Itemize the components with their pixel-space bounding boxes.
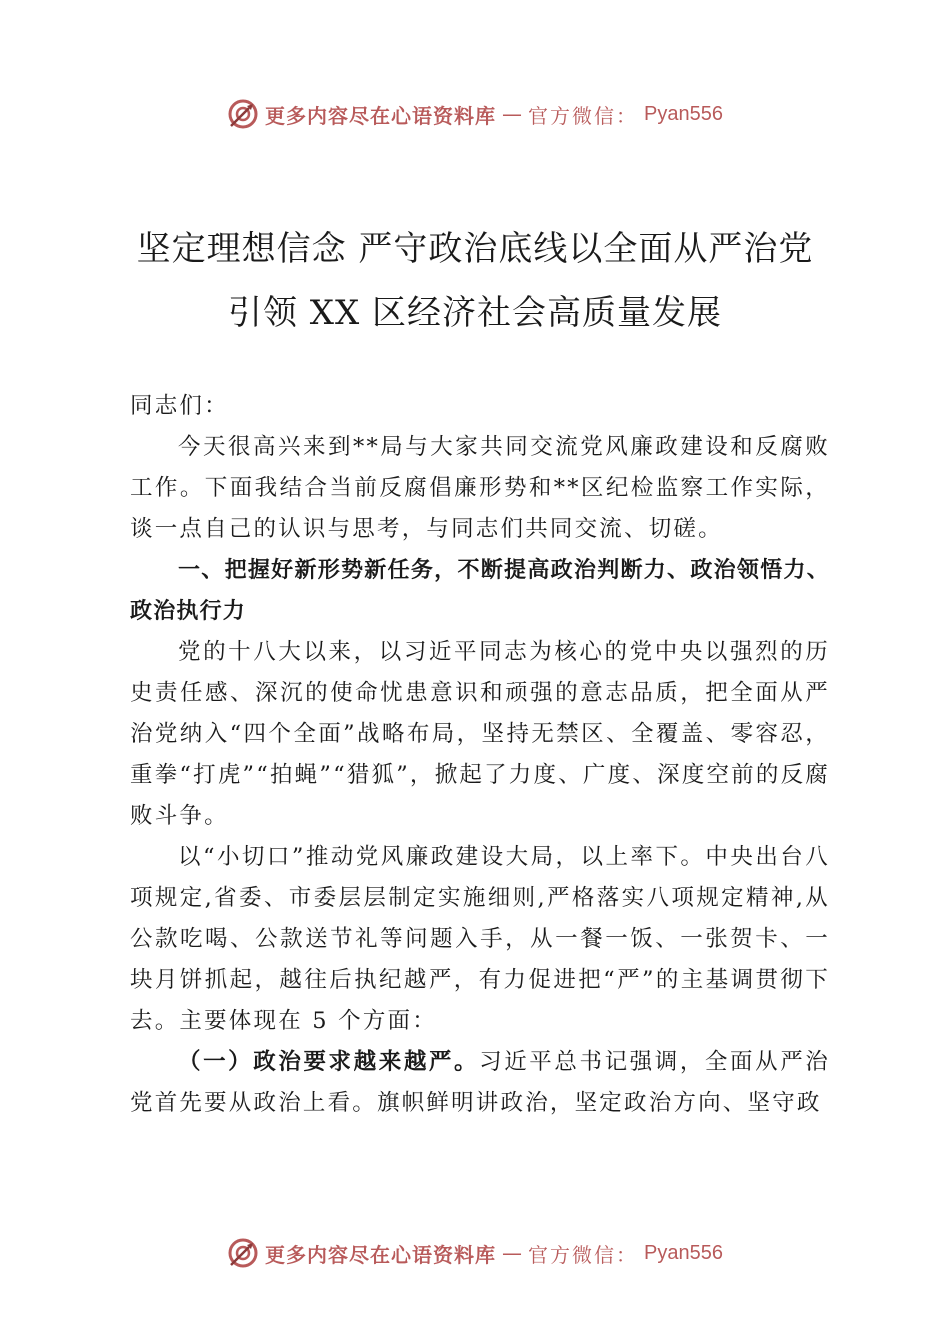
banner-separator: — [502, 1241, 523, 1265]
document-body [130, 386, 830, 1124]
paragraph [130, 1042, 830, 1124]
banner-separator: — [502, 102, 523, 126]
footer-banner [0, 1233, 950, 1273]
banner-site-name: 更多内容尽在心语资料库 [265, 103, 497, 128]
banner-wechat-id: Pyan556 [644, 1241, 723, 1264]
document-title-line1: 坚定理想信念 严守政治底线以全面从严治党 [136, 229, 814, 269]
logo-icon [227, 1237, 259, 1269]
paragraph: 以“小切口”推动党风廉政建设大局，以上率下。中央出台八项规定,省委、市委层层制定实施细则,严格落实八项规定精神,从公款吃喝、公款送节礼等问题入手，从一餐一饭、一张贺卡、一块月饼抓起，越往后执纪越严，有力促进把“严”的主基调贯彻下去。主要体现在 5 个方面： [130, 844, 830, 1034]
paragraph: 党的十八大以来，以习近平同志为核心的党中央以强烈的历史责任感、深沉的使命忧患意识和顽强的意志品质，把全面从严治党纳入“四个全面”战略布局，坚持无禁区、全覆盖、零容忍， 重拳“打虎”“拍蝇”“猎狐”，掀起了力度、广度、深度空前的反腐败斗争。 [130, 639, 830, 829]
banner-wechat-id: Pyan556 [644, 102, 723, 125]
banner-wechat-label: 官方微信： [528, 103, 639, 128]
banner-site-name: 更多内容尽在心语资料库 [265, 1242, 497, 1267]
header-banner [0, 94, 950, 134]
salutation: 同志们： [130, 393, 229, 419]
document-title-line2: 引领 XX 区经济社会高质量发展 [227, 293, 723, 333]
section-heading: 一、把握好新形势新任务，不断提高政治判断力、政治领悟力、政治执行力 [130, 558, 830, 624]
paragraph-text: 习近平总书记强调，全面从严治党首先要从政治上看。旗帜鲜明讲政治，坚定政治方向、坚守政 [130, 1049, 830, 1116]
subheading: （一）政治要求越来越严。 [178, 1049, 480, 1075]
paragraph: 今天很高兴来到**局与大家共同交流党风廉政建设和反腐败工作。下面我结合当前反腐倡廉形势和**区纪检监察工作实际，谈一点自己的认识与思考，与同志们共同交流、切磋。 [130, 434, 830, 542]
logo-icon [227, 98, 259, 130]
banner-wechat-label: 官方微信： [528, 1242, 639, 1267]
